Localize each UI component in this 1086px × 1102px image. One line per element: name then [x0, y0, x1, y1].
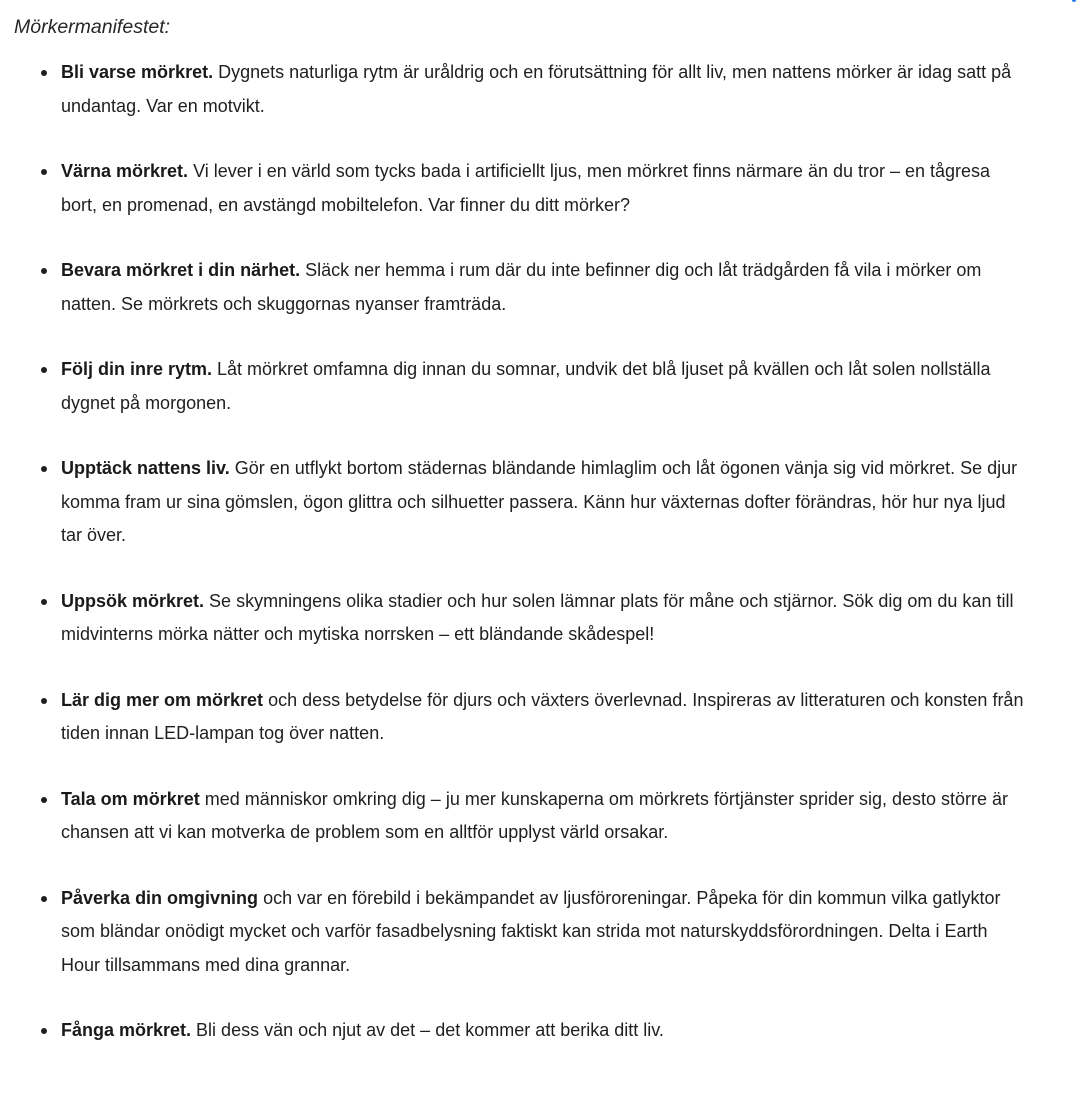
list-item	[14, 155, 1086, 222]
item-lead: Fånga mörkret.	[61, 1020, 192, 1040]
item-text: Se skymningens olika stadier och hur solen lämnar plats för måne och stjärnor. Sök dig om du kan till midvinterns mörka nätter och mytiska norrsken – ett bländande skådespel!	[61, 590, 1014, 644]
bullet-icon	[41, 896, 47, 902]
list-item	[14, 585, 1086, 652]
bullet-icon	[41, 70, 47, 76]
bullet-icon	[41, 797, 47, 803]
item-text: Vi lever i en värld som tycks bada i artificiellt ljus, men mörkret finns närmare än du tror – en tågresa bort, en promenad, en avstängd mobiltelefon. Var finner du ditt mörker?	[61, 161, 991, 215]
item-text: Låt mörkret omfamna dig innan du somnar, undvik det blå ljuset på kvällen och låt solen nollställa dygnet på morgonen.	[61, 359, 991, 413]
item-text: med människor omkring dig – ju mer kunskaperna om mörkrets förtjänster sprider sig, desto större är chansen att vi kan motverka de problem som en alltför upplyst värld orsakar.	[61, 788, 1009, 842]
list-item	[14, 882, 1086, 983]
list-item	[14, 353, 1086, 420]
list-item	[14, 783, 1086, 850]
bullet-icon	[41, 1028, 47, 1034]
list-item	[14, 56, 1086, 123]
item-text: och var en förebild i bekämpandet av ljusföroreningar. Påpeka för din kommun vilka gatlyktor som bländar onödigt mycket och varför fasadbelysning faktiskt kan strida mot naturskyddsförordningen. Delta i Earth Hour tillsammans med dina grannar.	[61, 887, 1001, 975]
scroll-indicator-mark	[1072, 0, 1076, 2]
list-item	[14, 452, 1086, 553]
item-lead: Upptäck nattens liv.	[61, 458, 230, 478]
item-text: Bli dess vän och njut av det – det kommer att berika ditt liv.	[191, 1020, 664, 1040]
item-lead: Värna mörkret.	[61, 161, 189, 181]
item-text: Släck ner hemma i rum där du inte befinner dig och låt trädgården få vila i mörker om natten. Se mörkrets och skuggornas nyanser framträda.	[61, 260, 982, 314]
list-item	[14, 1014, 1086, 1048]
item-text: Dygnets naturliga rytm är uråldrig och en förutsättning för allt liv, men nattens mörker är idag satt på undantag. Var en motvikt.	[61, 62, 1012, 116]
bullet-icon	[41, 466, 47, 472]
bullet-icon	[41, 367, 47, 373]
item-lead: Bevara mörkret i din närhet.	[61, 260, 301, 280]
bullet-icon	[41, 599, 47, 605]
bullet-icon	[41, 169, 47, 175]
list-item	[14, 254, 1086, 321]
item-text: Gör en utflykt bortom städernas bländande himlaglim och låt ögonen vänja sig vid mörkret. Se djur komma fram ur sina gömslen, ögon glittra och silhuetter passera. Känn hur växternas dofter förändras, hör hur nya ljud tar över.	[61, 458, 1018, 545]
item-lead: Bli varse mörkret.	[61, 62, 214, 82]
item-lead: Lär dig mer om mörkret	[61, 689, 264, 710]
manifest-list	[14, 56, 1086, 1048]
item-lead: Uppsök mörkret.	[61, 590, 205, 611]
item-lead: Följ din inre rytm.	[61, 359, 213, 379]
item-lead: Påverka din omgivning	[61, 887, 259, 908]
list-item	[14, 684, 1086, 751]
bullet-icon	[41, 268, 47, 274]
item-text: och dess betydelse för djurs och växters överlevnad. Inspireras av litteraturen och konsten från tiden innan LED-lampan tog över natten.	[61, 689, 1024, 743]
item-lead: Tala om mörkret	[61, 788, 200, 809]
manifest-heading: Mörkermanifestet:	[14, 16, 171, 38]
bullet-icon	[41, 698, 47, 704]
